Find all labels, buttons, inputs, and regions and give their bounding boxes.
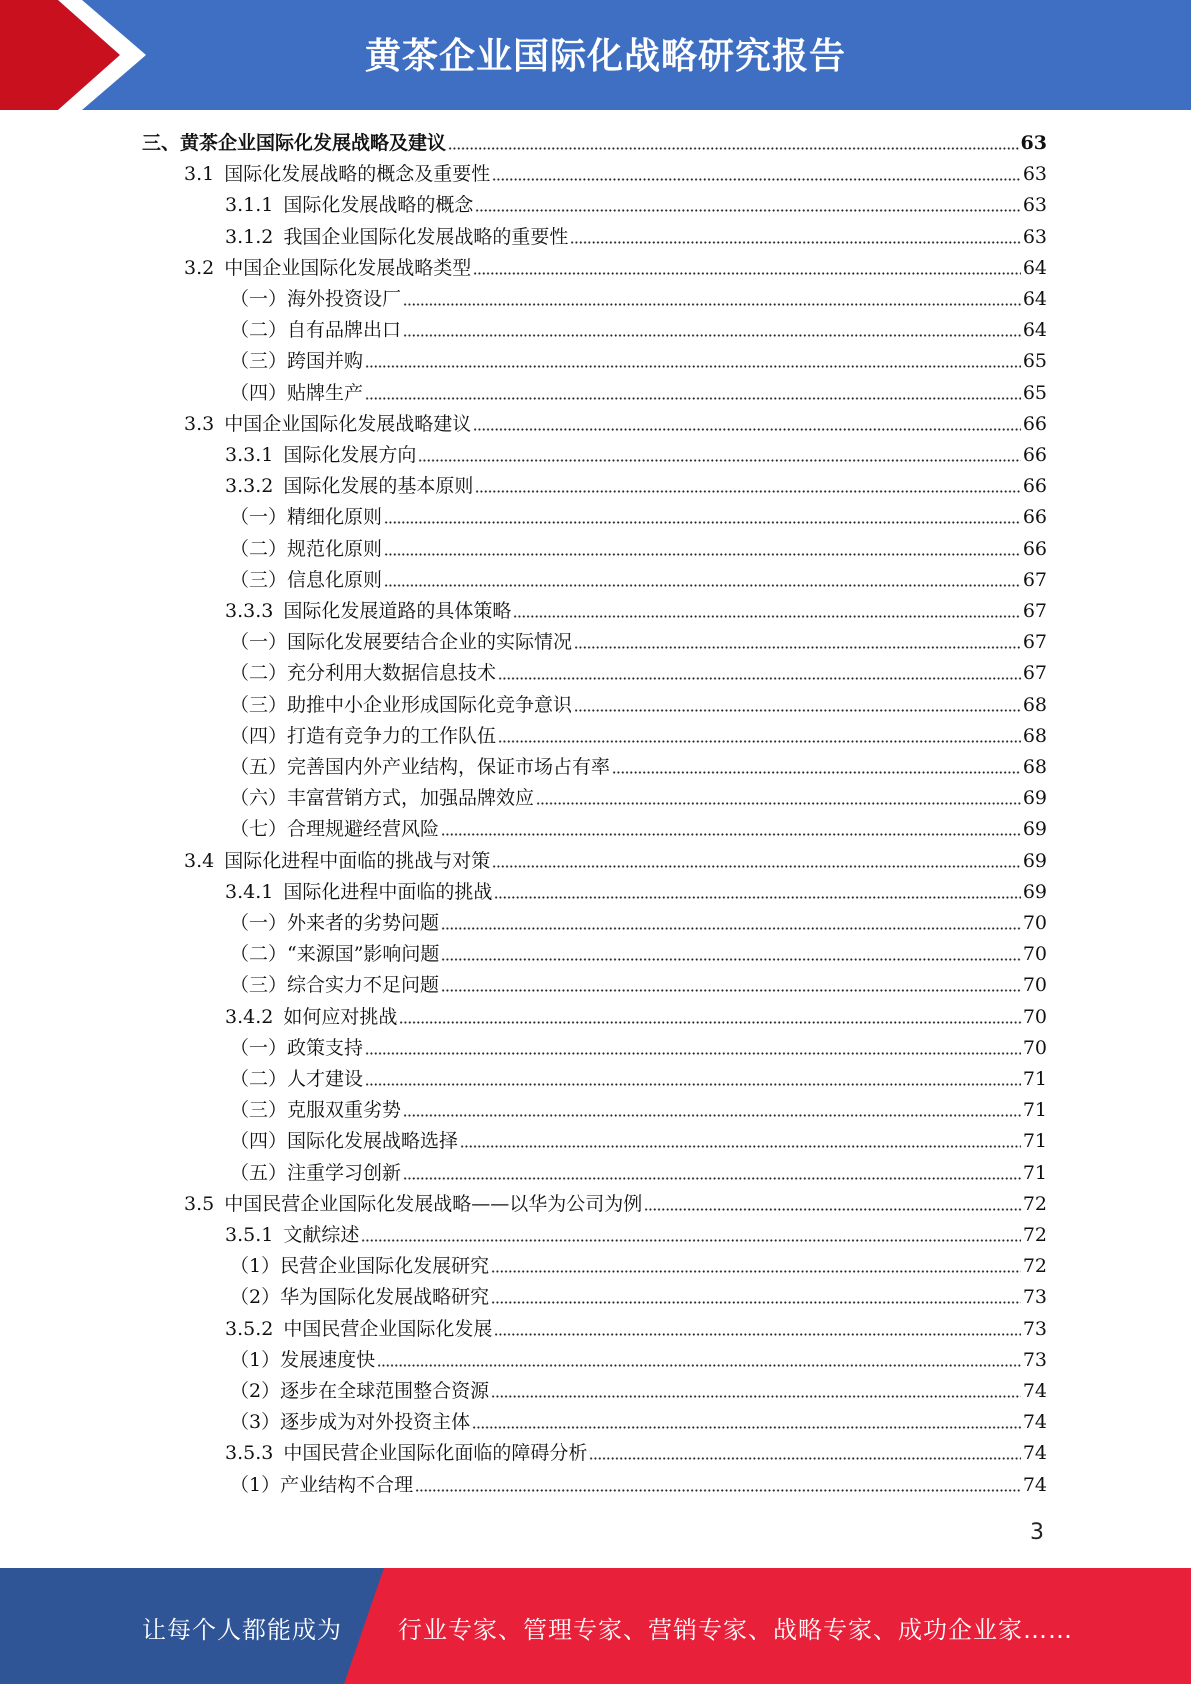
toc-dot-leader — [612, 771, 1021, 774]
toc-entry[interactable] — [230, 1470, 1047, 1501]
toc-entry-title — [230, 502, 382, 533]
toc-entry[interactable] — [225, 877, 1047, 908]
toc-entry-page: 73 — [1022, 1317, 1047, 1340]
toc-entry-number: 3.3.3 — [225, 600, 274, 622]
toc-dot-leader — [403, 1177, 1021, 1180]
toc-dot-leader — [441, 927, 1021, 930]
toc-entry-page: 70 — [1022, 1036, 1047, 1059]
toc-entry-page: 71 — [1022, 1161, 1047, 1184]
toc-entry[interactable] — [230, 783, 1047, 814]
toc-entry[interactable] — [225, 440, 1047, 471]
toc-entry-page: 64 — [1022, 256, 1047, 279]
toc-dot-leader — [475, 490, 1020, 493]
toc-entry-title — [225, 222, 568, 253]
toc-entry-title — [230, 1126, 458, 1157]
toc-entry-title — [230, 752, 610, 783]
toc-entry-page: 66 — [1022, 506, 1047, 529]
toc-entry-label: （二）自有品牌出口 — [230, 319, 402, 342]
toc-entry-label: 三、黄茶企业国际化发展战略及建议 — [142, 132, 447, 154]
toc-entry[interactable] — [230, 1407, 1047, 1438]
toc-dot-leader — [570, 241, 1020, 244]
toc-entry-label: （二）“来源国”影响问题 — [230, 943, 440, 966]
toc-entry-page: 66 — [1022, 475, 1047, 498]
toc-entry-label: 我国企业国际化发展战略的重要性 — [283, 225, 569, 248]
toc-entry-title — [184, 159, 490, 190]
toc-dot-leader — [365, 397, 1021, 400]
toc-entry-page: 71 — [1022, 1130, 1047, 1153]
toc-entry-page: 65 — [1022, 350, 1047, 373]
toc-entry-label: （四）打造有竞争力的工作队伍 — [230, 724, 497, 747]
toc-entry-title — [225, 440, 416, 471]
toc-dot-leader — [365, 365, 1021, 368]
toc-entry-number: 3.4.1 — [225, 880, 274, 903]
toc-entry[interactable] — [230, 1376, 1047, 1407]
toc-dot-leader — [384, 521, 1021, 524]
toc-entry-number: 3.3 — [184, 412, 215, 435]
toc-dot-leader — [491, 1270, 1021, 1273]
footer-slogan-right: 行业专家、管理专家、营销专家、战略专家、成功企业家…… — [398, 1616, 1073, 1644]
toc-dot-leader — [441, 833, 1021, 836]
toc-entry-page: 74 — [1022, 1411, 1047, 1434]
toc-dot-leader — [491, 1301, 1021, 1304]
toc-dot-leader — [399, 1021, 1020, 1024]
toc-entry-label: （二）充分利用大数据信息技术 — [230, 662, 497, 685]
toc-entry-title — [184, 409, 471, 440]
toc-entry-title — [230, 346, 363, 377]
toc-entry-page: 63 — [1020, 132, 1047, 154]
toc-entry-page: 70 — [1022, 943, 1047, 966]
toc-entry-label: （1）产业结构不合理 — [230, 1473, 414, 1496]
toc-entry-page: 66 — [1022, 444, 1047, 466]
toc-entry-label: （一）海外投资设厂 — [230, 288, 402, 310]
toc-entry-title — [184, 846, 490, 877]
toc-entry-title — [225, 1438, 587, 1469]
toc-entry[interactable] — [230, 690, 1047, 721]
toc-entry-label: 国际化发展战略的概念 — [283, 194, 474, 217]
toc-entry-number: 3.4.2 — [225, 1005, 274, 1028]
toc-entry-label: （一）精细化原则 — [230, 506, 383, 529]
toc-entry-number: 3.5.1 — [225, 1224, 274, 1246]
toc-entry-label: （三）助推中小企业形成国际化竞争意识 — [230, 693, 573, 716]
toc-entry-title — [230, 627, 572, 658]
page-number: 3 — [1030, 1520, 1044, 1545]
toc-entry-title — [230, 721, 496, 752]
toc-entry-label: （六）丰富营销方式，加强品牌效应 — [230, 787, 535, 810]
toc-entry[interactable] — [230, 502, 1047, 533]
toc-entry-number: 3.3.1 — [225, 444, 274, 466]
toc-entry[interactable] — [230, 814, 1047, 845]
toc-dot-leader — [513, 615, 1020, 618]
toc-entry-title — [230, 315, 401, 346]
toc-entry-page: 64 — [1022, 288, 1047, 310]
toc-entry-page: 69 — [1022, 818, 1047, 841]
toc-entry-page: 73 — [1022, 1348, 1047, 1371]
toc-dot-leader — [494, 1333, 1020, 1336]
toc-dot-leader — [441, 958, 1020, 961]
toc-entry[interactable] — [230, 658, 1047, 689]
toc-entry[interactable] — [230, 534, 1047, 565]
toc-entry-label: 中国民营企业国际化发展战略——以华为公司为例 — [224, 1192, 643, 1215]
toc-entry[interactable] — [225, 471, 1047, 502]
toc-entry-number: 3.3.2 — [225, 475, 274, 498]
toc-entry-number: 3.5.2 — [225, 1317, 274, 1340]
toc-entry-title — [230, 1095, 401, 1126]
toc-entry-number: 3.5.3 — [225, 1442, 274, 1465]
toc-entry-title — [230, 534, 382, 565]
toc-entry-label: （二）规范化原则 — [230, 537, 383, 560]
toc-dot-leader — [448, 147, 1019, 150]
toc-entry-label: （一）政策支持 — [230, 1036, 364, 1059]
toc-entry-title — [225, 1314, 492, 1345]
toc-entry-number: 3.5 — [184, 1192, 215, 1215]
toc-entry-page: 72 — [1022, 1224, 1047, 1246]
toc-entry-label: 国际化进程中面临的挑战 — [283, 880, 493, 903]
toc-entry-label: （3）逐步成为对外投资主体 — [230, 1411, 471, 1434]
toc-dot-leader — [384, 584, 1021, 587]
toc-entry-title — [225, 190, 473, 221]
toc-entry[interactable] — [230, 939, 1047, 970]
toc-dot-leader — [536, 802, 1021, 805]
toc-entry-number: 3.1.1 — [225, 194, 274, 217]
toc-dot-leader — [475, 209, 1020, 212]
toc-entry[interactable] — [230, 1158, 1047, 1189]
toc-entry[interactable] — [230, 1064, 1047, 1095]
toc-entry-title — [230, 939, 439, 970]
toc-entry-title — [225, 1220, 359, 1251]
toc-entry-page: 69 — [1022, 880, 1047, 903]
toc-entry[interactable] — [230, 1033, 1047, 1064]
toc-entry-label: 国际化发展的基本原则 — [283, 475, 474, 498]
toc-entry-title — [142, 128, 446, 159]
toc-entry-title — [230, 908, 439, 939]
toc-entry[interactable] — [230, 1126, 1047, 1157]
toc-entry-label: 国际化发展战略的概念及重要性 — [224, 163, 491, 186]
toc-entry-title — [230, 1064, 363, 1095]
toc-dot-leader — [494, 896, 1020, 899]
toc-dot-leader — [589, 1457, 1020, 1460]
toc-entry-page: 70 — [1022, 912, 1047, 934]
toc-entry-title — [230, 1033, 363, 1064]
toc-dot-leader — [644, 1208, 1021, 1211]
toc-entry-title — [230, 284, 401, 315]
footer-slogan-left: 让每个人都能成为 — [142, 1616, 342, 1644]
toc-entry-label: 文献综述 — [283, 1224, 360, 1246]
toc-entry-number: 3.1 — [184, 163, 215, 186]
toc-entry-page: 63 — [1022, 225, 1047, 248]
toc-entry-label: （2）华为国际化发展战略研究 — [230, 1286, 490, 1309]
toc-dot-leader — [473, 272, 1021, 275]
toc-dot-leader — [415, 1489, 1021, 1492]
toc-dot-leader — [460, 1145, 1021, 1148]
toc-entry-title — [184, 253, 471, 284]
toc-entry-label: （1）发展速度快 — [230, 1348, 376, 1371]
toc-entry-page: 68 — [1022, 693, 1047, 716]
toc-entry-page: 70 — [1022, 1005, 1047, 1028]
toc-entry[interactable] — [225, 190, 1047, 221]
toc-entry-page: 64 — [1022, 319, 1047, 342]
toc-entry-label: （一）外来者的劣势问题 — [230, 912, 440, 934]
toc-entry-page: 67 — [1022, 600, 1047, 622]
toc-entry[interactable] — [230, 908, 1047, 939]
toc-entry-label: 如何应对挑战 — [283, 1005, 398, 1028]
toc-entry[interactable] — [225, 1220, 1047, 1251]
toc-entry[interactable] — [184, 159, 1047, 190]
toc-entry-label: （一）国际化发展要结合企业的实际情况 — [230, 631, 573, 654]
toc-entry[interactable] — [230, 315, 1047, 346]
toc-entry[interactable] — [230, 1251, 1047, 1282]
toc-entry-label: （五）完善国内外产业结构，保证市场占有率 — [230, 756, 611, 778]
toc-entry-title — [230, 1470, 413, 1501]
toc-entry-page: 69 — [1022, 849, 1047, 872]
toc-entry-title — [230, 658, 496, 689]
toc-entry[interactable] — [225, 1438, 1047, 1469]
toc-entry-page: 67 — [1022, 568, 1047, 591]
toc-dot-leader — [498, 677, 1021, 680]
toc-entry-title — [230, 1158, 401, 1189]
toc-entry-title — [225, 1002, 397, 1033]
toc-entry-title — [230, 690, 572, 721]
toc-entry-label: （五）注重学习创新 — [230, 1161, 402, 1184]
toc-entry-page: 68 — [1022, 724, 1047, 747]
toc-entry[interactable] — [230, 346, 1047, 377]
toc-entry-page: 71 — [1022, 1068, 1047, 1090]
toc-entry-label: （四）国际化发展战略选择 — [230, 1130, 459, 1153]
toc-entry-title — [230, 970, 439, 1001]
toc-entry[interactable] — [230, 627, 1047, 658]
toc-entry-number: 3.2 — [184, 256, 215, 279]
toc-dot-leader — [473, 428, 1021, 431]
toc-entry[interactable] — [225, 1314, 1047, 1345]
toc-entry-page: 74 — [1022, 1380, 1047, 1402]
toc-entry[interactable] — [184, 253, 1047, 284]
toc-entry-label: （三）克服双重劣势 — [230, 1099, 402, 1122]
toc-entry-title — [230, 1251, 489, 1282]
toc-entry-label: （1）民营企业国际化发展研究 — [230, 1255, 490, 1278]
toc-entry-page: 67 — [1022, 631, 1047, 654]
toc-entry[interactable] — [225, 596, 1047, 627]
toc-entry-label: （七）合理规避经营风险 — [230, 818, 440, 841]
toc-entry-page: 68 — [1022, 756, 1047, 778]
toc-entry[interactable] — [230, 284, 1047, 315]
toc-dot-leader — [403, 334, 1021, 337]
toc-entry-page: 73 — [1022, 1286, 1047, 1309]
toc-entry-label: （2）逐步在全球范围整合资源 — [230, 1380, 490, 1402]
toc-entry-label: 国际化发展方向 — [283, 444, 417, 466]
toc-entry-page: 66 — [1022, 537, 1047, 560]
toc-entry-label: 国际化发展道路的具体策略 — [283, 600, 512, 622]
toc-entry-page: 74 — [1022, 1442, 1047, 1465]
toc-entry-page: 66 — [1022, 412, 1047, 435]
toc-entry-label: （二）人才建设 — [230, 1068, 364, 1090]
toc-entry-title — [225, 596, 511, 627]
toc-entry-label: 中国企业国际化发展战略类型 — [224, 256, 472, 279]
toc-entry-title — [184, 1189, 642, 1220]
toc-dot-leader — [384, 553, 1021, 556]
toc-entry-label: 中国企业国际化发展战略建议 — [224, 412, 472, 435]
toc-entry-page: 65 — [1022, 381, 1047, 404]
toc-dot-leader — [492, 178, 1021, 181]
page-header — [0, 0, 1191, 110]
toc-entry-page: 63 — [1022, 194, 1047, 217]
toc-entry[interactable] — [184, 846, 1047, 877]
toc-dot-leader — [403, 1114, 1021, 1117]
toc-entry-label: （四）贴牌生产 — [230, 381, 364, 404]
toc-entry-label: （三）综合实力不足问题 — [230, 974, 440, 997]
toc-entry-number: 3.4 — [184, 849, 215, 872]
toc-entry-label: 中国民营企业国际化面临的障碍分析 — [283, 1442, 588, 1465]
toc-dot-leader — [472, 1426, 1021, 1429]
toc-dot-leader — [365, 1052, 1021, 1055]
toc-entry-title — [230, 1282, 489, 1313]
toc-dot-leader — [574, 646, 1021, 649]
toc-dot-leader — [492, 865, 1021, 868]
toc-entry-title — [230, 1345, 375, 1376]
toc-entry[interactable] — [230, 721, 1047, 752]
toc-entry-title — [225, 877, 492, 908]
toc-dot-leader — [418, 459, 1020, 462]
toc-dot-leader — [377, 1364, 1021, 1367]
toc-entry[interactable] — [230, 1345, 1047, 1376]
toc-entry-page: 74 — [1022, 1473, 1047, 1496]
toc-dot-leader — [365, 1083, 1021, 1086]
toc-entry[interactable] — [230, 970, 1047, 1001]
toc-entry-label: （三）信息化原则 — [230, 568, 383, 591]
toc-entry[interactable] — [142, 128, 1047, 159]
toc-entry-page: 67 — [1022, 662, 1047, 685]
toc-entry[interactable] — [230, 1095, 1047, 1126]
toc-entry[interactable] — [184, 1189, 1047, 1220]
toc-entry-page: 71 — [1022, 1099, 1047, 1122]
toc-entry-label: （三）跨国并购 — [230, 350, 364, 373]
toc-entry-page: 70 — [1022, 974, 1047, 997]
toc-entry-page: 72 — [1022, 1192, 1047, 1215]
toc-entry-title — [230, 565, 382, 596]
toc-entry[interactable] — [225, 222, 1047, 253]
toc-entry[interactable] — [230, 1282, 1047, 1313]
toc-dot-leader — [574, 709, 1021, 712]
toc-entry-page: 69 — [1022, 787, 1047, 810]
toc-entry-label: 中国民营企业国际化发展 — [283, 1317, 493, 1340]
toc-entry-title — [225, 471, 473, 502]
report-title: 黄茶企业国际化战略研究报告 — [364, 36, 846, 77]
page-footer — [0, 1568, 1191, 1684]
toc-entry-page: 63 — [1022, 163, 1047, 186]
toc-entry-label: 国际化进程中面临的挑战与对策 — [224, 849, 491, 872]
toc-entry[interactable] — [230, 565, 1047, 596]
toc-dot-leader — [498, 740, 1021, 743]
toc-entry[interactable] — [230, 752, 1047, 783]
toc-entry-title — [230, 783, 534, 814]
toc-entry-page: 72 — [1022, 1255, 1047, 1278]
toc-entry-title — [230, 378, 363, 409]
toc-dot-leader — [403, 303, 1021, 306]
toc-entry-title — [230, 814, 439, 845]
toc-entry[interactable] — [184, 409, 1047, 440]
toc-entry-title — [230, 1376, 489, 1407]
toc-entry[interactable] — [230, 378, 1047, 409]
toc-dot-leader — [491, 1395, 1021, 1398]
toc-dot-leader — [361, 1239, 1020, 1242]
toc-dot-leader — [441, 989, 1021, 992]
toc-entry[interactable] — [225, 1002, 1047, 1033]
toc-entry-number: 3.1.2 — [225, 225, 274, 248]
toc-entry-title — [230, 1407, 470, 1438]
